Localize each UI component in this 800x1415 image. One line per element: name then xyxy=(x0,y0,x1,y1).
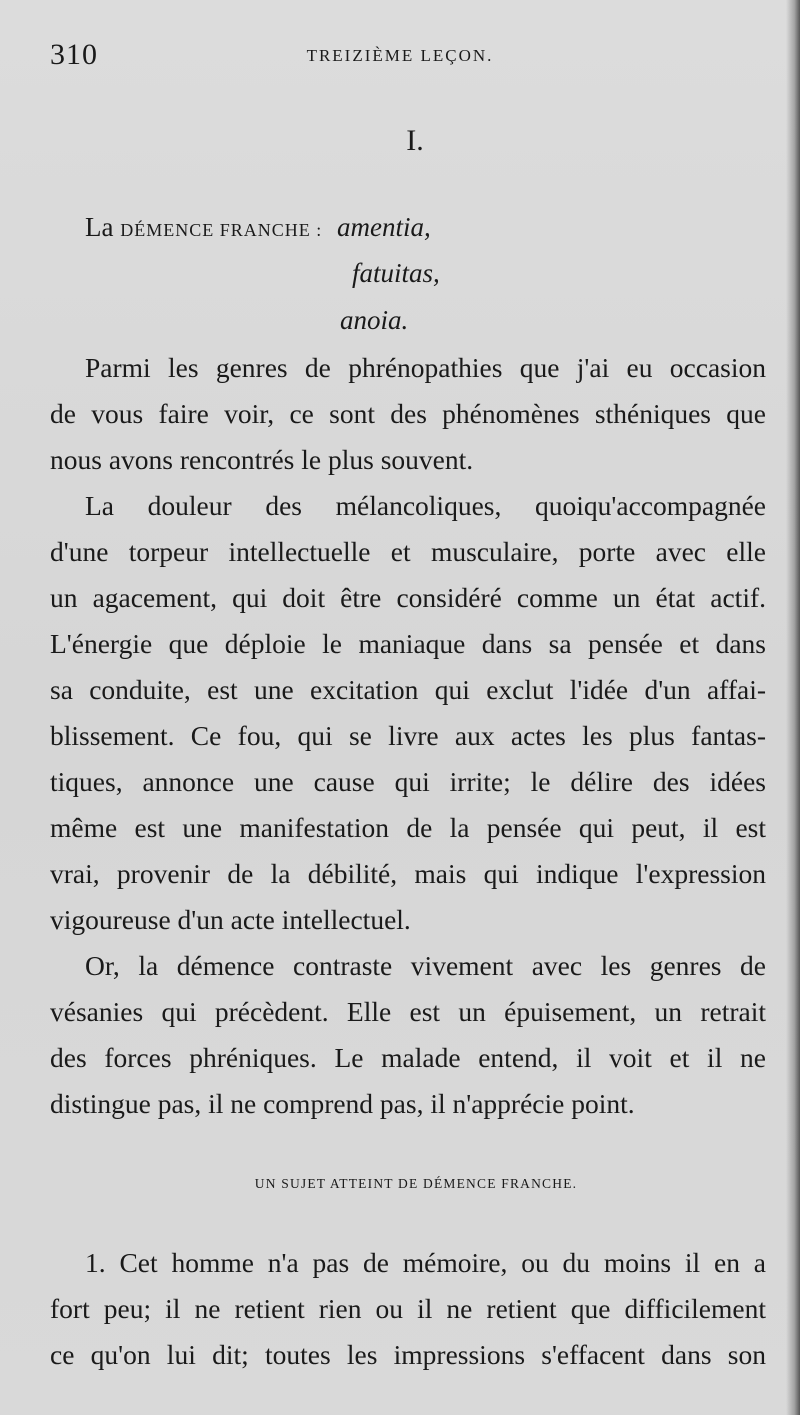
heading-term: DÉMENCE FRANCHE : xyxy=(120,220,323,240)
paragraph-line: tiques, annonce une cause qui irrite; le délire des idées xyxy=(50,766,766,797)
paragraph-4 xyxy=(50,1240,766,1378)
paragraph-line: vrai, provenir de la débilité, mais qui indique l'expression xyxy=(50,858,766,889)
paragraph-1 xyxy=(50,345,766,483)
paragraph-line: d'une torpeur intellectuelle et musculaire, porte avec elle xyxy=(50,536,766,567)
paragraph-line: 1. Cet homme n'a pas de mémoire, ou du moins il en a xyxy=(85,1247,766,1278)
page-edge-shadow xyxy=(786,0,800,1415)
paragraph-line: Parmi les genres de phrénopathies que j'ai eu occasion xyxy=(85,352,766,383)
paragraph-line: vigoureuse d'un acte intellectuel. xyxy=(50,904,411,935)
paragraph-line: Or, la démence contraste vivement avec les genres de xyxy=(85,950,766,981)
paragraph-line: vésanies qui précèdent. Elle est un épuisement, un retrait xyxy=(50,996,766,1027)
paragraph-3 xyxy=(50,943,766,1127)
section-number: I. xyxy=(406,124,424,157)
paragraph-line: de vous faire voir, ce sont des phénomènes sthéniques que xyxy=(50,398,766,429)
section-heading xyxy=(85,212,322,243)
case-subheading: UN SUJET ATTEINT DE DÉMENCE FRANCHE. xyxy=(254,1176,578,1191)
heading-prefix: La xyxy=(85,212,114,242)
page-number: 310 xyxy=(50,38,98,71)
paragraph-line: La douleur des mélancoliques, quoiqu'accompagnée xyxy=(85,490,766,521)
latin-term-fatuitas: fatuitas, xyxy=(352,258,440,288)
paragraph-line: nous avons rencontrés le plus souvent. xyxy=(50,444,474,475)
running-head: TREIZIÈME LEÇON. xyxy=(306,46,494,65)
paragraph-line: L'énergie que déploie le maniaque dans sa pensée et dans xyxy=(50,628,766,659)
paragraph-line: fort peu; il ne retient rien ou il ne retient que difficilement xyxy=(50,1293,766,1324)
latin-term-amentia: amentia, xyxy=(337,212,431,242)
paragraph-line: même est une manifestation de la pensée qui peut, il est xyxy=(50,812,766,843)
paragraph-line: des forces phréniques. Le malade entend, il voit et il ne xyxy=(50,1042,766,1073)
paragraph-2 xyxy=(50,483,766,943)
paragraph-line: ce qu'on lui dit; toutes les impressions s'effacent dans son xyxy=(50,1339,766,1370)
paragraph-line: sa conduite, est une excitation qui exclut l'idée d'un affai- xyxy=(50,674,766,705)
paragraph-line: un agacement, qui doit être considéré comme un état actif. xyxy=(50,582,766,613)
paragraph-line: distingue pas, il ne comprend pas, il n'apprécie point. xyxy=(50,1088,635,1119)
paragraph-line: blissement. Ce fou, qui se livre aux actes les plus fantas- xyxy=(50,720,766,751)
latin-term-anoia: anoia. xyxy=(340,305,409,335)
